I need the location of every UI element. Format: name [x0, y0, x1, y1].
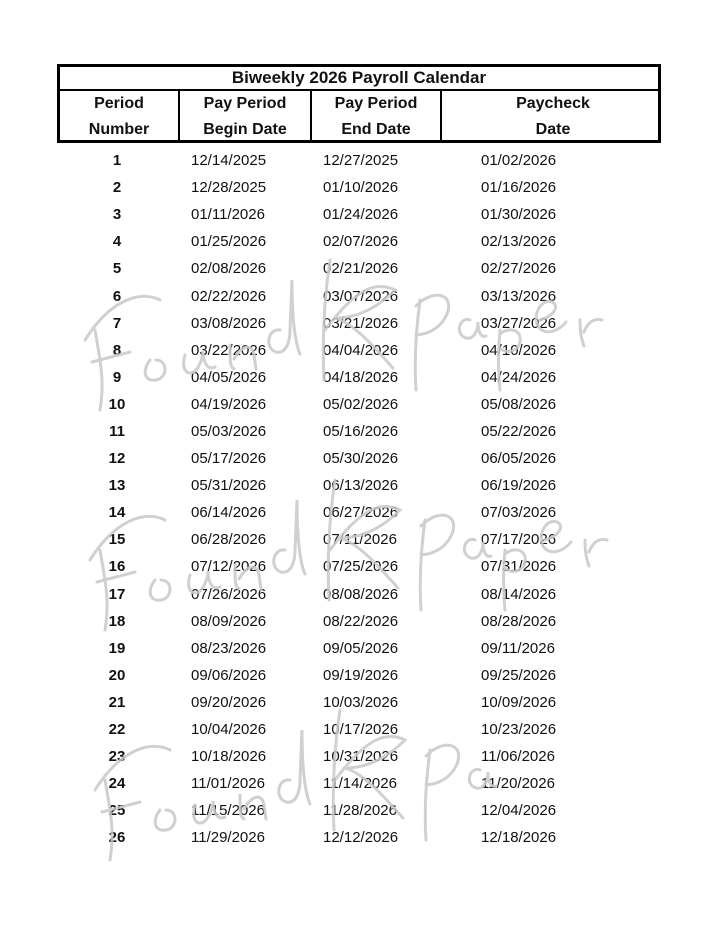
- table-row: [57, 526, 661, 553]
- table-row: [57, 662, 661, 689]
- begin-date-cell: 11/29/2026: [191, 829, 265, 847]
- end-date-cell: 06/27/2026: [323, 504, 399, 522]
- period-number-cell: 10: [108, 395, 126, 413]
- end-date-cell: 03/21/2026: [323, 314, 399, 332]
- period-number-cell: 2: [112, 179, 122, 197]
- header-end-date: [312, 91, 442, 143]
- period-number-cell: 7: [112, 314, 122, 332]
- begin-date-cell: 05/03/2026: [191, 422, 267, 440]
- period-number-cell: 25: [108, 802, 126, 820]
- period-number-cell: 21: [108, 693, 126, 711]
- period-number-cell: 11: [109, 422, 125, 440]
- begin-date-cell: 03/08/2026: [191, 314, 267, 332]
- period-number-cell: 20: [108, 666, 126, 684]
- header-line: Date: [535, 121, 571, 138]
- table-body: [57, 147, 661, 851]
- table-row: [57, 689, 661, 716]
- header-paycheck-date: [442, 91, 664, 143]
- begin-date-cell: 11/01/2026: [191, 775, 265, 793]
- table-row: [57, 228, 661, 255]
- header-line: Pay Period: [334, 95, 418, 112]
- begin-date-cell: 09/20/2026: [191, 693, 267, 711]
- period-number-cell: 8: [112, 341, 122, 359]
- paycheck-date-cell: 05/08/2026: [481, 395, 557, 413]
- paycheck-date-cell: 12/18/2026: [481, 829, 557, 847]
- table-row: [57, 608, 661, 635]
- end-date-cell: 01/10/2026: [323, 179, 399, 197]
- end-date-cell: 01/24/2026: [323, 206, 399, 224]
- table-row: [57, 553, 661, 580]
- begin-date-cell: 06/28/2026: [191, 531, 267, 549]
- end-date-cell: 10/17/2026: [323, 721, 399, 739]
- paycheck-date-cell: 09/25/2026: [481, 666, 557, 684]
- end-date-cell: 06/13/2026: [323, 477, 399, 495]
- table-row: [57, 770, 661, 797]
- table-row: [57, 391, 661, 418]
- table-row: [57, 418, 661, 445]
- payroll-calendar-table: [57, 64, 661, 851]
- header-line: Period: [94, 95, 144, 112]
- begin-date-cell: 04/05/2026: [191, 368, 267, 386]
- paycheck-date-cell: 02/27/2026: [481, 260, 557, 278]
- end-date-cell: 07/11/2026: [323, 531, 397, 549]
- begin-date-cell: 08/09/2026: [191, 612, 267, 630]
- paycheck-date-cell: 01/02/2026: [481, 152, 557, 170]
- end-date-cell: 09/19/2026: [323, 666, 399, 684]
- period-number-cell: 22: [108, 721, 126, 739]
- period-number-cell: 14: [108, 504, 126, 522]
- end-date-cell: 02/07/2026: [323, 233, 399, 251]
- period-number-cell: 19: [108, 639, 126, 657]
- begin-date-cell: 05/17/2026: [191, 450, 267, 468]
- header-line: Number: [88, 121, 150, 138]
- begin-date-cell: 07/12/2026: [191, 558, 267, 576]
- paycheck-date-cell: 09/11/2026: [481, 639, 555, 657]
- table-row: [57, 445, 661, 472]
- table-row: [57, 174, 661, 201]
- end-date-cell: 12/27/2025: [323, 152, 399, 170]
- end-date-cell: 04/04/2026: [323, 341, 399, 359]
- paycheck-date-cell: 03/27/2026: [481, 314, 557, 332]
- table-row: [57, 797, 661, 824]
- end-date-cell: 11/28/2026: [323, 802, 397, 820]
- begin-date-cell: 04/19/2026: [191, 395, 267, 413]
- end-date-cell: 10/03/2026: [323, 693, 399, 711]
- period-number-cell: 23: [108, 748, 126, 766]
- table-row: [57, 147, 661, 174]
- table-row: [57, 255, 661, 282]
- header-line: Begin Date: [203, 121, 287, 138]
- paycheck-date-cell: 03/13/2026: [481, 287, 557, 305]
- period-number-cell: 9: [112, 368, 122, 386]
- paycheck-date-cell: 06/19/2026: [481, 477, 557, 495]
- end-date-cell: 12/12/2026: [323, 829, 399, 847]
- period-number-cell: 18: [108, 612, 126, 630]
- period-number-cell: 15: [108, 531, 126, 549]
- table-row: [57, 499, 661, 526]
- end-date-cell: 05/16/2026: [323, 422, 399, 440]
- period-number-cell: 1: [112, 152, 122, 170]
- table-row: [57, 337, 661, 364]
- end-date-cell: 03/07/2026: [323, 287, 399, 305]
- header-line: Paycheck: [516, 95, 590, 112]
- end-date-cell: 07/25/2026: [323, 558, 399, 576]
- period-number-cell: 12: [108, 450, 126, 468]
- begin-date-cell: 12/28/2025: [191, 179, 267, 197]
- end-date-cell: 10/31/2026: [323, 748, 399, 766]
- table-row: [57, 635, 661, 662]
- begin-date-cell: 10/18/2026: [191, 748, 267, 766]
- begin-date-cell: 08/23/2026: [191, 639, 267, 657]
- period-number-cell: 17: [108, 585, 126, 603]
- begin-date-cell: 01/11/2026: [191, 206, 265, 224]
- paycheck-date-cell: 08/14/2026: [481, 585, 557, 603]
- period-number-cell: 16: [108, 558, 126, 576]
- paycheck-date-cell: 10/23/2026: [481, 721, 557, 739]
- begin-date-cell: 02/22/2026: [191, 287, 267, 305]
- paycheck-date-cell: 06/05/2026: [481, 450, 557, 468]
- table-row: [57, 581, 661, 608]
- end-date-cell: 04/18/2026: [323, 368, 399, 386]
- paycheck-date-cell: 08/28/2026: [481, 612, 557, 630]
- paycheck-date-cell: 02/13/2026: [481, 233, 557, 251]
- period-number-cell: 13: [108, 477, 126, 495]
- begin-date-cell: 05/31/2026: [191, 477, 267, 495]
- paycheck-date-cell: 11/06/2026: [481, 748, 555, 766]
- begin-date-cell: 03/22/2026: [191, 341, 267, 359]
- begin-date-cell: 10/04/2026: [191, 721, 267, 739]
- end-date-cell: 05/02/2026: [323, 395, 399, 413]
- table-row: [57, 282, 661, 309]
- paycheck-date-cell: 04/24/2026: [481, 368, 557, 386]
- begin-date-cell: 01/25/2026: [191, 233, 267, 251]
- end-date-cell: 09/05/2026: [323, 639, 399, 657]
- begin-date-cell: 02/08/2026: [191, 260, 267, 278]
- table-title: Biweekly 2026 Payroll Calendar: [57, 64, 661, 91]
- end-date-cell: 11/14/2026: [323, 775, 397, 793]
- table-row: [57, 716, 661, 743]
- paycheck-date-cell: 07/03/2026: [481, 504, 557, 522]
- end-date-cell: 05/30/2026: [323, 450, 399, 468]
- table-row: [57, 201, 661, 228]
- begin-date-cell: 09/06/2026: [191, 666, 267, 684]
- begin-date-cell: 12/14/2025: [191, 152, 267, 170]
- begin-date-cell: 06/14/2026: [191, 504, 267, 522]
- table-row: [57, 310, 661, 337]
- period-number-cell: 26: [108, 829, 126, 847]
- table-row: [57, 472, 661, 499]
- period-number-cell: 4: [112, 233, 122, 251]
- header-line: End Date: [341, 121, 411, 138]
- paycheck-date-cell: 05/22/2026: [481, 422, 557, 440]
- end-date-cell: 02/21/2026: [323, 260, 399, 278]
- period-number-cell: 24: [108, 775, 126, 793]
- paycheck-date-cell: 07/31/2026: [481, 558, 557, 576]
- period-number-cell: 3: [112, 206, 122, 224]
- paycheck-date-cell: 10/09/2026: [481, 693, 557, 711]
- paycheck-date-cell: 07/17/2026: [481, 531, 557, 549]
- begin-date-cell: 11/15/2026: [191, 802, 265, 820]
- paycheck-date-cell: 11/20/2026: [481, 775, 555, 793]
- end-date-cell: 08/22/2026: [323, 612, 399, 630]
- header-begin-date: [180, 91, 312, 143]
- table-row: [57, 743, 661, 770]
- paycheck-date-cell: 01/30/2026: [481, 206, 557, 224]
- header-period-number: [60, 91, 180, 143]
- period-number-cell: 6: [112, 287, 122, 305]
- period-number-cell: 5: [112, 260, 122, 278]
- end-date-cell: 08/08/2026: [323, 585, 399, 603]
- table-header: [57, 91, 661, 143]
- table-row: [57, 364, 661, 391]
- table-row: [57, 824, 661, 851]
- paycheck-date-cell: 01/16/2026: [481, 179, 557, 197]
- header-line: Pay Period: [203, 95, 287, 112]
- paycheck-date-cell: 04/10/2026: [481, 341, 557, 359]
- begin-date-cell: 07/26/2026: [191, 585, 267, 603]
- paycheck-date-cell: 12/04/2026: [481, 802, 557, 820]
